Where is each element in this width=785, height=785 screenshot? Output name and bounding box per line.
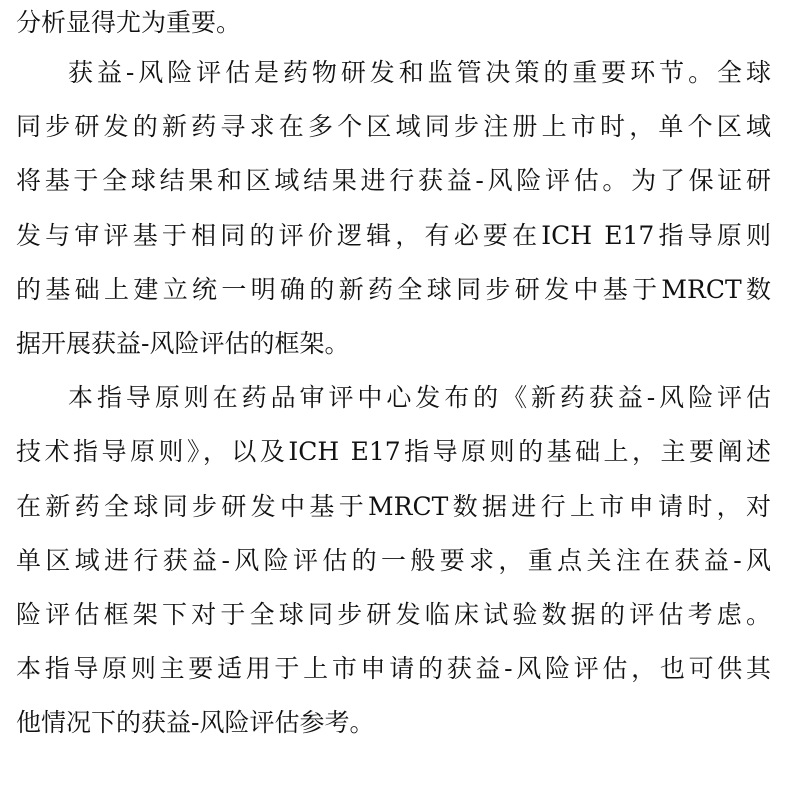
paragraph-line: 发与审评基于相同的评价逻辑，有必要在ICH E17指导原则 [16,220,771,250]
paragraph-line: 据开展获益-风险评估的框架。 [16,328,350,358]
paragraph-line: 获益-风险评估是药物研发和监管决策的重要环节。全球 [68,58,771,87]
paragraph-line: 险评估框架下对于全球同步研发临床试验数据的评估考虑。 [16,599,771,629]
paragraph-line: 单区域进行获益-风险评估的一般要求，重点关注在获益-风 [16,545,771,575]
paragraph-line: 技术指导原则》，以及ICH E17指导原则的基础上，主要阐述 [16,437,771,467]
paragraph-line: 在新药全球同步研发中基于MRCT数据进行上市申请时，对 [16,491,771,521]
paragraph-line: 的基础上建立统一明确的新药全球同步研发中基于MRCT数 [16,274,771,304]
text-line: 分析显得尤为重要。 [16,8,242,37]
document-body [16,0,771,750]
paragraph-line: 他情况下的获益-风险评估参考。 [16,708,375,738]
paragraph-line: 将基于全球结果和区域结果进行获益-风险评估。为了保证研 [16,166,771,196]
paragraph-line: 同步研发的新药寻求在多个区域同步注册上市时，单个区域 [16,112,771,142]
paragraph-line: 本指导原则主要适用于上市申请的获益-风险评估，也可供其 [16,654,771,684]
paragraph-line: 本指导原则在药品审评中心发布的《新药获益-风险评估 [68,383,771,413]
